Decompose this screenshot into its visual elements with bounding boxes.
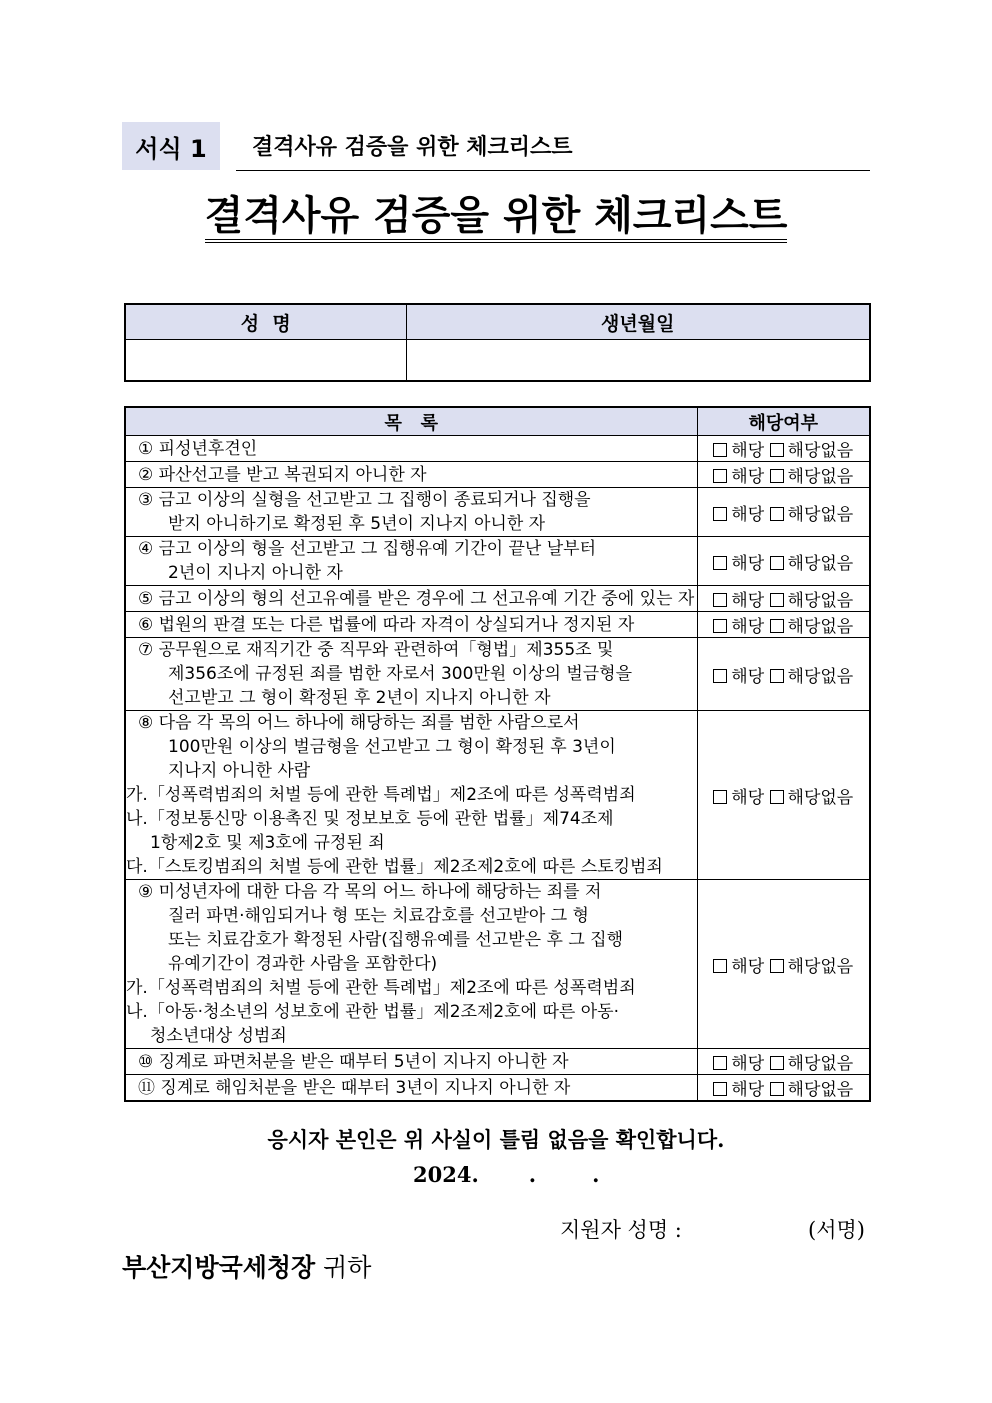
checkbox-label: 해당 xyxy=(731,553,765,574)
item-line: 받지 아니하기로 확정된 후 5년이 지나지 아니한 자 xyxy=(168,514,546,534)
checkbox-icon[interactable] xyxy=(770,619,784,633)
checkbox-applicable[interactable] xyxy=(713,1054,764,1074)
checkbox-not-applicable[interactable] xyxy=(770,667,854,687)
checkbox-icon[interactable] xyxy=(770,556,784,570)
item-line: 또는 치료감호가 확정된 사람(집행유예를 선고받은 후 그 집행 xyxy=(168,930,624,950)
confirmation-statement: 응시자 본인은 위 사실이 틀림 없음을 확인합니다. xyxy=(267,1127,725,1152)
checkbox-label: 해당없음 xyxy=(787,441,854,461)
applicable-options xyxy=(697,586,870,612)
checkbox-icon[interactable] xyxy=(713,790,727,804)
checklist-row xyxy=(125,1049,870,1075)
item-line: ② 파산선고를 받고 복권되지 아니한 자 xyxy=(138,464,427,485)
checklist-item-text xyxy=(125,436,697,462)
checkbox-icon[interactable] xyxy=(713,443,727,457)
applicable-header: 해당여부 xyxy=(697,407,870,436)
item-line: ③ 금고 이상의 실형을 선고받고 그 집행이 종료되거나 집행을 xyxy=(138,490,591,510)
header-divider xyxy=(236,170,870,171)
checkbox-icon[interactable] xyxy=(713,619,727,633)
date-year: 2024. xyxy=(413,1162,479,1187)
checkbox-applicable[interactable] xyxy=(713,788,764,808)
checklist-row xyxy=(125,711,870,880)
applicable-options xyxy=(697,638,870,711)
item-subline: 나.「정보통신망 이용촉진 및 정보보호 등에 관한 법률」제74조제 xyxy=(126,809,614,829)
checkbox-label: 해당없음 xyxy=(787,1080,854,1100)
checkbox-label: 해당없음 xyxy=(787,666,854,687)
checkbox-label: 해당 xyxy=(731,504,765,525)
item-subline: 가.「성폭력범죄의 처벌 등에 관한 특례법」제2조에 따른 성폭력범죄 xyxy=(126,785,636,805)
checkbox-applicable[interactable] xyxy=(713,441,764,461)
checkbox-label: 해당없음 xyxy=(787,467,854,487)
checklist-row xyxy=(125,880,870,1049)
checkbox-not-applicable[interactable] xyxy=(770,617,854,637)
applicable-options xyxy=(697,1075,870,1102)
checkbox-not-applicable[interactable] xyxy=(770,788,854,808)
checklist-row xyxy=(125,537,870,586)
applicable-options xyxy=(697,462,870,488)
applicable-options xyxy=(697,1049,870,1075)
item-line: ⑧ 다음 각 목의 어느 하나에 해당하는 죄를 범한 사람으로서 xyxy=(138,713,580,733)
item-line: 선고받고 그 형이 확정된 후 2년이 지나지 아니한 자 xyxy=(168,688,551,708)
item-subline: 청소년대상 성범죄 xyxy=(150,1026,287,1046)
checklist-item-text xyxy=(125,1049,697,1075)
applicant-info-table xyxy=(124,303,871,382)
applicable-options xyxy=(697,711,870,880)
date-line xyxy=(413,1162,599,1187)
checkbox-label: 해당 xyxy=(731,1080,765,1100)
item-line: ④ 금고 이상의 형을 선고받고 그 집행유예 기간이 끝난 날부터 xyxy=(138,539,597,559)
applicable-options xyxy=(697,612,870,638)
checklist-item-text xyxy=(125,537,697,586)
checklist-item-text xyxy=(125,488,697,537)
checkbox-label: 해당 xyxy=(731,441,765,461)
checkbox-label: 해당 xyxy=(731,617,765,637)
checkbox-label: 해당없음 xyxy=(787,553,854,574)
item-line: ⑨ 미성년자에 대한 다음 각 목의 어느 하나에 해당하는 죄를 저 xyxy=(138,882,602,902)
birthdate-header: 생년월일 xyxy=(406,304,870,340)
item-line: ⑪ 징계로 해임처분을 받은 때부터 3년이 지나지 아니한 자 xyxy=(138,1077,571,1098)
checkbox-label: 해당 xyxy=(731,591,765,611)
checklist-item-text xyxy=(125,586,697,612)
item-subline: 1항제2호 및 제3호에 규정된 죄 xyxy=(150,833,385,853)
item-subline: 가.「성폭력범죄의 처벌 등에 관한 특례법」제2조에 따른 성폭력범죄 xyxy=(126,978,636,998)
page-title-text: 결격사유 검증을 위한 체크리스트 xyxy=(205,193,788,243)
item-line: 질러 파면·해임되거나 형 또는 치료감호를 선고받아 그 형 xyxy=(168,906,589,926)
applicant-signature-label: 지원자 성명 : xyxy=(560,1218,682,1242)
checkbox-icon[interactable] xyxy=(770,593,784,607)
checkbox-icon[interactable] xyxy=(713,507,727,521)
checklist-item-text xyxy=(125,638,697,711)
item-line: 유예기간이 경과한 사람을 포함한다) xyxy=(168,954,438,974)
checkbox-label: 해당없음 xyxy=(787,1054,854,1074)
checkbox-not-applicable[interactable] xyxy=(770,467,854,487)
checkbox-icon[interactable] xyxy=(770,1056,784,1070)
checklist-row xyxy=(125,612,870,638)
date-day: . xyxy=(592,1162,600,1187)
checklist-item-text xyxy=(125,462,697,488)
item-subline: 다.「스토킹범죄의 처벌 등에 관한 법률」제2조제2호에 따른 스토킹범죄 xyxy=(126,857,663,877)
checkbox-applicable[interactable] xyxy=(713,667,764,687)
form-number-tag: 서식 1 xyxy=(122,122,220,170)
checkbox-icon[interactable] xyxy=(713,593,727,607)
name-header: 성 명 xyxy=(125,304,406,340)
checklist-row xyxy=(125,586,870,612)
item-subline: 나.「아동·청소년의 성보호에 관한 법률」제2조제2호에 따른 아동· xyxy=(126,1002,619,1022)
checkbox-icon[interactable] xyxy=(770,507,784,521)
checkbox-label: 해당없음 xyxy=(787,591,854,611)
item-line: ⑤ 금고 이상의 형의 선고유예를 받은 경우에 그 선고유예 기간 중에 있는 자 xyxy=(138,588,695,609)
checkbox-icon[interactable] xyxy=(713,469,727,483)
checkbox-not-applicable[interactable] xyxy=(770,1080,854,1100)
checkbox-not-applicable[interactable] xyxy=(770,591,854,611)
addressee-org: 부산지방국세청장 xyxy=(122,1253,316,1282)
checkbox-icon[interactable] xyxy=(770,443,784,457)
checkbox-label: 해당 xyxy=(731,956,765,977)
checkbox-applicable[interactable] xyxy=(713,505,764,525)
checkbox-applicable[interactable] xyxy=(713,617,764,637)
checkbox-label: 해당 xyxy=(731,666,765,687)
applicable-options xyxy=(697,537,870,586)
checklist-row xyxy=(125,436,870,462)
checklist-row xyxy=(125,1075,870,1102)
checkbox-icon[interactable] xyxy=(713,1082,727,1096)
page-title xyxy=(122,184,870,241)
checklist-row xyxy=(125,638,870,711)
checkbox-icon[interactable] xyxy=(770,469,784,483)
checkbox-icon[interactable] xyxy=(713,669,727,683)
checkbox-not-applicable[interactable] xyxy=(770,554,854,574)
applicable-options xyxy=(697,436,870,462)
item-line: 지나지 아니한 사람 xyxy=(168,761,311,781)
checklist-item-text xyxy=(125,711,697,880)
date-month: . xyxy=(528,1162,537,1187)
checkbox-label: 해당없음 xyxy=(787,617,854,637)
checkbox-label: 해당없음 xyxy=(787,504,854,525)
checkbox-applicable[interactable] xyxy=(713,591,764,611)
checkbox-icon[interactable] xyxy=(770,1082,784,1096)
checkbox-label: 해당 xyxy=(731,467,765,487)
checkbox-not-applicable[interactable] xyxy=(770,1054,854,1074)
checklist-item-text xyxy=(125,612,697,638)
item-line: 제356조에 규정된 죄를 범한 자로서 300만원 이상의 벌금형을 xyxy=(168,664,633,684)
item-line: ⑥ 법원의 판결 또는 다른 법률에 따라 자격이 상실되거나 정지된 자 xyxy=(138,614,635,635)
signature-mark: (서명) xyxy=(808,1218,865,1242)
checkbox-icon[interactable] xyxy=(713,1056,727,1070)
checkbox-icon[interactable] xyxy=(770,669,784,683)
checkbox-not-applicable[interactable] xyxy=(770,505,854,525)
checkbox-not-applicable[interactable] xyxy=(770,957,854,977)
checkbox-applicable[interactable] xyxy=(713,1080,764,1100)
checkbox-label: 해당없음 xyxy=(787,787,854,808)
items-header: 목 록 xyxy=(125,407,697,436)
checklist-item-text xyxy=(125,880,697,1049)
item-line: 2년이 지나지 아니한 자 xyxy=(168,563,343,583)
checkbox-applicable[interactable] xyxy=(713,467,764,487)
form-header-title: 결격사유 검증을 위한 체크리스트 xyxy=(252,135,573,160)
item-line: 100만원 이상의 벌금형을 선고받고 그 형이 확정된 후 3년이 xyxy=(168,737,616,757)
checkbox-applicable[interactable] xyxy=(713,957,764,977)
birthdate-field[interactable] xyxy=(406,340,870,382)
checklist-row xyxy=(125,462,870,488)
checkbox-icon[interactable] xyxy=(713,959,727,973)
checkbox-not-applicable[interactable] xyxy=(770,441,854,461)
checkbox-icon[interactable] xyxy=(770,790,784,804)
item-line: ⑩ 징계로 파면처분을 받은 때부터 5년이 지나지 아니한 자 xyxy=(138,1051,569,1072)
checkbox-label: 해당 xyxy=(731,1054,765,1074)
item-line: ⑦ 공무원으로 재직기간 중 직무와 관련하여「형법」제355조 및 xyxy=(138,640,614,660)
addressee-suffix: 귀하 xyxy=(323,1253,372,1282)
item-line: ① 피성년후견인 xyxy=(138,438,258,459)
checkbox-icon[interactable] xyxy=(770,959,784,973)
addressee xyxy=(122,1248,371,1284)
checkbox-icon[interactable] xyxy=(713,556,727,570)
checklist-item-text xyxy=(125,1075,697,1102)
checklist-row xyxy=(125,488,870,537)
checkbox-label: 해당없음 xyxy=(787,956,854,977)
name-field[interactable] xyxy=(125,340,406,382)
checkbox-label: 해당 xyxy=(731,787,765,808)
checkbox-applicable[interactable] xyxy=(713,554,764,574)
checklist-table xyxy=(124,406,871,1102)
applicable-options xyxy=(697,880,870,1049)
applicable-options xyxy=(697,488,870,537)
